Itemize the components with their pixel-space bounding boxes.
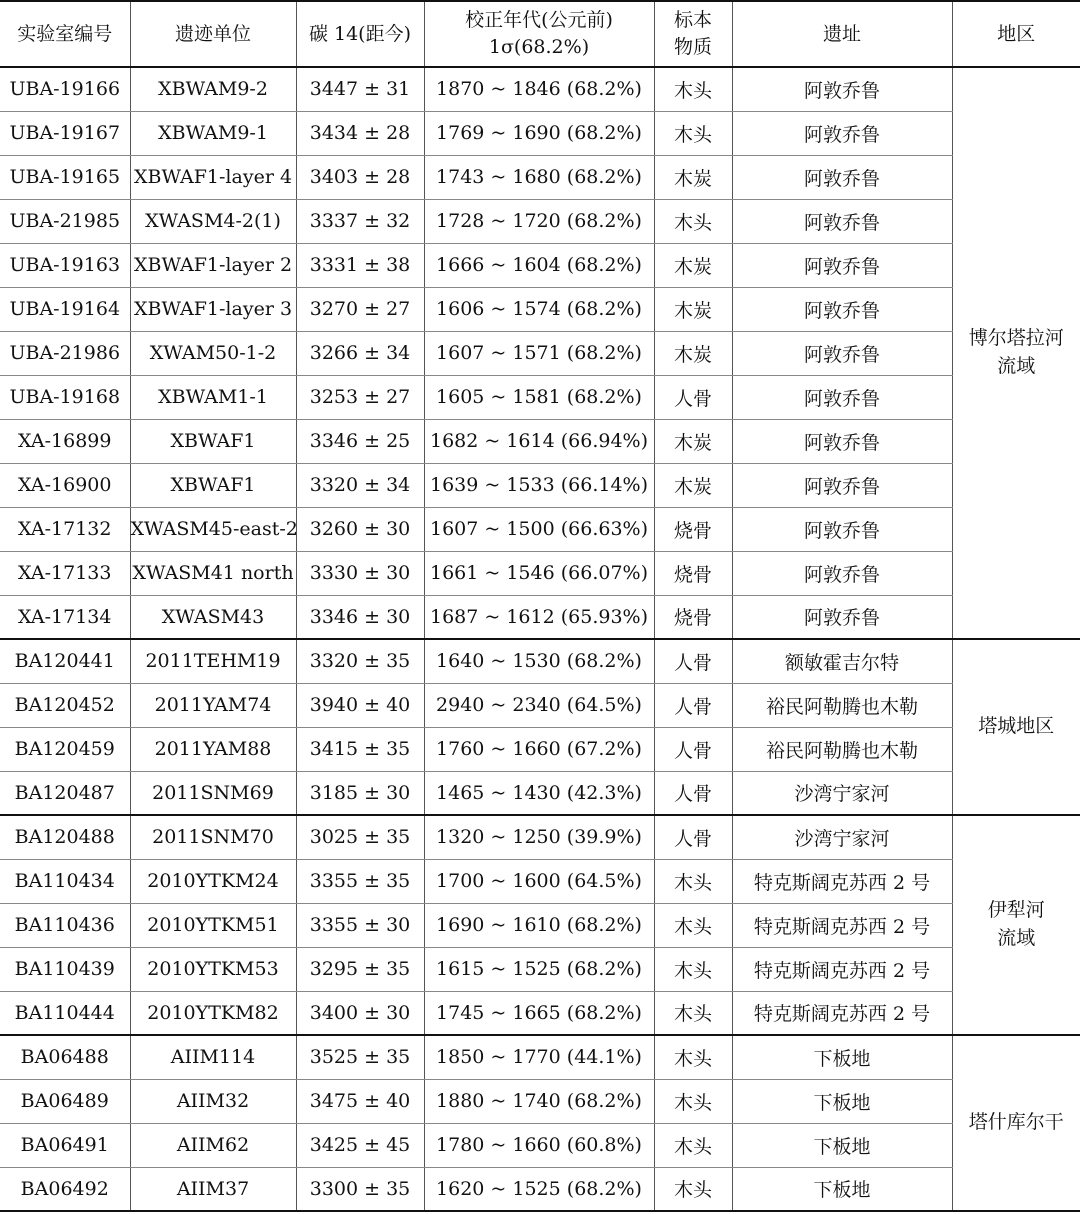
sample-material-cell: 木头 bbox=[654, 1167, 732, 1211]
table-row bbox=[0, 639, 1080, 683]
sample-material-cell: 木炭 bbox=[654, 463, 732, 507]
calibrated-date-cell: 1745 ~ 1665 (68.2%) bbox=[424, 991, 654, 1035]
calibrated-date-cell: 1615 ~ 1525 (68.2%) bbox=[424, 947, 654, 991]
lab-number-cell: UBA-21985 bbox=[0, 199, 130, 243]
feature-unit-cell: 2010YTKM24 bbox=[130, 859, 296, 903]
sample-material-cell: 烧骨 bbox=[654, 595, 732, 639]
header-feature-unit: 遗迹单位 bbox=[130, 1, 296, 67]
region-cell bbox=[952, 815, 1080, 1035]
table-row bbox=[0, 463, 1080, 507]
header-sample-material-line2: 物质 bbox=[673, 36, 712, 58]
feature-unit-cell: 2011SNM69 bbox=[130, 771, 296, 815]
sample-material-cell: 木头 bbox=[654, 947, 732, 991]
calibrated-date-cell: 1850 ~ 1770 (44.1%) bbox=[424, 1035, 654, 1079]
calibrated-date-cell: 1780 ~ 1660 (60.8%) bbox=[424, 1123, 654, 1167]
c14-age-cell: 3475 ± 40 bbox=[296, 1079, 424, 1123]
sample-material-cell: 木炭 bbox=[654, 287, 732, 331]
c14-age-cell: 3025 ± 35 bbox=[296, 815, 424, 859]
table-row bbox=[0, 419, 1080, 463]
calibrated-date-cell: 1700 ~ 1600 (64.5%) bbox=[424, 859, 654, 903]
c14-age-cell: 3940 ± 40 bbox=[296, 683, 424, 727]
table-row bbox=[0, 1079, 1080, 1123]
calibrated-date-cell: 2940 ~ 2340 (64.5%) bbox=[424, 683, 654, 727]
table-row bbox=[0, 111, 1080, 155]
c14-age-cell: 3447 ± 31 bbox=[296, 67, 424, 111]
site-cell: 下板地 bbox=[732, 1167, 952, 1211]
c14-age-cell: 3331 ± 38 bbox=[296, 243, 424, 287]
calibrated-date-cell: 1320 ~ 1250 (39.9%) bbox=[424, 815, 654, 859]
calibrated-date-cell: 1760 ~ 1660 (67.2%) bbox=[424, 727, 654, 771]
lab-number-cell: BA110436 bbox=[0, 903, 130, 947]
c14-age-cell: 3425 ± 45 bbox=[296, 1123, 424, 1167]
feature-unit-cell: XBWAF1 bbox=[130, 419, 296, 463]
c14-age-cell: 3260 ± 30 bbox=[296, 507, 424, 551]
feature-unit-cell: XBWAF1-layer 3 bbox=[130, 287, 296, 331]
lab-number-cell: UBA-19165 bbox=[0, 155, 130, 199]
header-sample-material-line1: 标本 bbox=[673, 9, 712, 32]
calibrated-date-cell: 1661 ~ 1546 (66.07%) bbox=[424, 551, 654, 595]
feature-unit-cell: 2011YAM74 bbox=[130, 683, 296, 727]
lab-number-cell: BA120487 bbox=[0, 771, 130, 815]
sample-material-cell: 木炭 bbox=[654, 243, 732, 287]
feature-unit-cell: XWASM41 north bbox=[130, 551, 296, 595]
site-cell: 阿敦乔鲁 bbox=[732, 199, 952, 243]
sample-material-cell: 人骨 bbox=[654, 815, 732, 859]
site-cell: 阿敦乔鲁 bbox=[732, 67, 952, 111]
table-row bbox=[0, 903, 1080, 947]
sample-material-cell: 人骨 bbox=[654, 727, 732, 771]
feature-unit-cell: 2010YTKM53 bbox=[130, 947, 296, 991]
header-c14-bp: 碳 14(距今) bbox=[296, 1, 424, 67]
table-row bbox=[0, 815, 1080, 859]
site-cell: 下板地 bbox=[732, 1123, 952, 1167]
lab-number-cell: UBA-19168 bbox=[0, 375, 130, 419]
calibrated-date-cell: 1606 ~ 1574 (68.2%) bbox=[424, 287, 654, 331]
table-row bbox=[0, 683, 1080, 727]
sample-material-cell: 木头 bbox=[654, 199, 732, 243]
feature-unit-cell: AIIM62 bbox=[130, 1123, 296, 1167]
sample-material-cell: 木头 bbox=[654, 67, 732, 111]
calibrated-date-cell: 1769 ~ 1690 (68.2%) bbox=[424, 111, 654, 155]
header-calibrated-date bbox=[424, 1, 654, 67]
calibrated-date-cell: 1607 ~ 1571 (68.2%) bbox=[424, 331, 654, 375]
table-body bbox=[0, 67, 1080, 1211]
sample-material-cell: 木头 bbox=[654, 1123, 732, 1167]
region-name-line: 伊犁河 bbox=[987, 899, 1045, 922]
lab-number-cell: BA06488 bbox=[0, 1035, 130, 1079]
feature-unit-cell: 2011SNM70 bbox=[130, 815, 296, 859]
region-name-line: 流域 bbox=[997, 355, 1036, 377]
lab-number-cell: BA120459 bbox=[0, 727, 130, 771]
sample-material-cell: 人骨 bbox=[654, 639, 732, 683]
c14-age-cell: 3415 ± 35 bbox=[296, 727, 424, 771]
site-cell: 阿敦乔鲁 bbox=[732, 155, 952, 199]
site-cell: 阿敦乔鲁 bbox=[732, 595, 952, 639]
lab-number-cell: XA-17132 bbox=[0, 507, 130, 551]
lab-number-cell: BA06492 bbox=[0, 1167, 130, 1211]
calibrated-date-cell: 1620 ~ 1525 (68.2%) bbox=[424, 1167, 654, 1211]
site-cell: 下板地 bbox=[732, 1035, 952, 1079]
site-cell: 沙湾宁家河 bbox=[732, 771, 952, 815]
lab-number-cell: XA-16900 bbox=[0, 463, 130, 507]
site-cell: 阿敦乔鲁 bbox=[732, 507, 952, 551]
feature-unit-cell: 2010YTKM82 bbox=[130, 991, 296, 1035]
feature-unit-cell: XWASM4-2(1) bbox=[130, 199, 296, 243]
table-row bbox=[0, 67, 1080, 111]
table-row bbox=[0, 507, 1080, 551]
sample-material-cell: 木头 bbox=[654, 111, 732, 155]
feature-unit-cell: XWASM43 bbox=[130, 595, 296, 639]
feature-unit-cell: XBWAF1 bbox=[130, 463, 296, 507]
site-cell: 阿敦乔鲁 bbox=[732, 419, 952, 463]
sample-material-cell: 木炭 bbox=[654, 419, 732, 463]
lab-number-cell: UBA-19167 bbox=[0, 111, 130, 155]
calibrated-date-cell: 1465 ~ 1430 (42.3%) bbox=[424, 771, 654, 815]
calibrated-date-cell: 1639 ~ 1533 (66.14%) bbox=[424, 463, 654, 507]
c14-age-cell: 3355 ± 35 bbox=[296, 859, 424, 903]
lab-number-cell: BA120441 bbox=[0, 639, 130, 683]
table-row bbox=[0, 155, 1080, 199]
table-row bbox=[0, 771, 1080, 815]
c14-age-cell: 3355 ± 30 bbox=[296, 903, 424, 947]
table-row bbox=[0, 1035, 1080, 1079]
lab-number-cell: UBA-21986 bbox=[0, 331, 130, 375]
calibrated-date-cell: 1743 ~ 1680 (68.2%) bbox=[424, 155, 654, 199]
calibrated-date-cell: 1870 ~ 1846 (68.2%) bbox=[424, 67, 654, 111]
site-cell: 阿敦乔鲁 bbox=[732, 287, 952, 331]
header-lab-number: 实验室编号 bbox=[0, 1, 130, 67]
table-row bbox=[0, 991, 1080, 1035]
lab-number-cell: XA-17134 bbox=[0, 595, 130, 639]
calibrated-date-cell: 1690 ~ 1610 (68.2%) bbox=[424, 903, 654, 947]
header-sample-material bbox=[654, 1, 732, 67]
calibrated-date-cell: 1640 ~ 1530 (68.2%) bbox=[424, 639, 654, 683]
sample-material-cell: 木头 bbox=[654, 859, 732, 903]
c14-age-cell: 3346 ± 30 bbox=[296, 595, 424, 639]
feature-unit-cell: 2011TEHM19 bbox=[130, 639, 296, 683]
site-cell: 沙湾宁家河 bbox=[732, 815, 952, 859]
feature-unit-cell: XWAM50-1-2 bbox=[130, 331, 296, 375]
sample-material-cell: 人骨 bbox=[654, 683, 732, 727]
lab-number-cell: UBA-19164 bbox=[0, 287, 130, 331]
site-cell: 阿敦乔鲁 bbox=[732, 331, 952, 375]
header-region: 地区 bbox=[952, 1, 1080, 67]
sample-material-cell: 木头 bbox=[654, 1079, 732, 1123]
site-cell: 特克斯阔克苏西 2 号 bbox=[732, 991, 952, 1035]
lab-number-cell: BA06489 bbox=[0, 1079, 130, 1123]
table-row bbox=[0, 1167, 1080, 1211]
lab-number-cell: BA120488 bbox=[0, 815, 130, 859]
table-row bbox=[0, 947, 1080, 991]
table-row bbox=[0, 199, 1080, 243]
site-cell: 特克斯阔克苏西 2 号 bbox=[732, 947, 952, 991]
c14-age-cell: 3403 ± 28 bbox=[296, 155, 424, 199]
site-cell: 阿敦乔鲁 bbox=[732, 551, 952, 595]
sample-material-cell: 木头 bbox=[654, 903, 732, 947]
feature-unit-cell: XBWAM1-1 bbox=[130, 375, 296, 419]
sample-material-cell: 木头 bbox=[654, 991, 732, 1035]
c14-age-cell: 3337 ± 32 bbox=[296, 199, 424, 243]
c14-age-cell: 3330 ± 30 bbox=[296, 551, 424, 595]
sample-material-cell: 木头 bbox=[654, 1035, 732, 1079]
c14-age-cell: 3300 ± 35 bbox=[296, 1167, 424, 1211]
table-row bbox=[0, 595, 1080, 639]
site-cell: 特克斯阔克苏西 2 号 bbox=[732, 903, 952, 947]
c14-age-cell: 3185 ± 30 bbox=[296, 771, 424, 815]
c14-age-cell: 3270 ± 27 bbox=[296, 287, 424, 331]
table-row bbox=[0, 727, 1080, 771]
sample-material-cell: 人骨 bbox=[654, 771, 732, 815]
c14-age-cell: 3346 ± 25 bbox=[296, 419, 424, 463]
c14-age-cell: 3320 ± 35 bbox=[296, 639, 424, 683]
site-cell: 阿敦乔鲁 bbox=[732, 243, 952, 287]
lab-number-cell: BA06491 bbox=[0, 1123, 130, 1167]
sample-material-cell: 木炭 bbox=[654, 331, 732, 375]
sample-material-cell: 烧骨 bbox=[654, 551, 732, 595]
table-row bbox=[0, 859, 1080, 903]
feature-unit-cell: XBWAF1-layer 4 bbox=[130, 155, 296, 199]
region-name-line: 流域 bbox=[997, 927, 1036, 949]
site-cell: 阿敦乔鲁 bbox=[732, 375, 952, 419]
c14-age-cell: 3525 ± 35 bbox=[296, 1035, 424, 1079]
header-calibrated-date-line1: 校正年代(公元前) bbox=[465, 9, 613, 32]
region-cell bbox=[952, 639, 1080, 815]
feature-unit-cell: AIIM37 bbox=[130, 1167, 296, 1211]
region-name-line: 塔城地区 bbox=[978, 715, 1055, 738]
table-row bbox=[0, 287, 1080, 331]
lab-number-cell: BA110434 bbox=[0, 859, 130, 903]
feature-unit-cell: XBWAM9-2 bbox=[130, 67, 296, 111]
region-name-line: 博尔塔拉河 bbox=[968, 327, 1064, 350]
header-site: 遗址 bbox=[732, 1, 952, 67]
calibrated-date-cell: 1687 ~ 1612 (65.93%) bbox=[424, 595, 654, 639]
lab-number-cell: XA-17133 bbox=[0, 551, 130, 595]
region-cell bbox=[952, 67, 1080, 639]
c14-age-cell: 3295 ± 35 bbox=[296, 947, 424, 991]
lab-number-cell: BA120452 bbox=[0, 683, 130, 727]
sample-material-cell: 木炭 bbox=[654, 155, 732, 199]
site-cell: 裕民阿勒腾也木勒 bbox=[732, 683, 952, 727]
feature-unit-cell: 2011YAM88 bbox=[130, 727, 296, 771]
calibrated-date-cell: 1880 ~ 1740 (68.2%) bbox=[424, 1079, 654, 1123]
table-row bbox=[0, 243, 1080, 287]
sample-material-cell: 烧骨 bbox=[654, 507, 732, 551]
lab-number-cell: BA110439 bbox=[0, 947, 130, 991]
table-row bbox=[0, 1123, 1080, 1167]
site-cell: 下板地 bbox=[732, 1079, 952, 1123]
calibrated-date-cell: 1666 ~ 1604 (68.2%) bbox=[424, 243, 654, 287]
lab-number-cell: UBA-19163 bbox=[0, 243, 130, 287]
site-cell: 特克斯阔克苏西 2 号 bbox=[732, 859, 952, 903]
header-calibrated-date-line2: 1σ(68.2%) bbox=[488, 36, 590, 58]
table-row bbox=[0, 375, 1080, 419]
calibrated-date-cell: 1682 ~ 1614 (66.94%) bbox=[424, 419, 654, 463]
feature-unit-cell: XBWAF1-layer 2 bbox=[130, 243, 296, 287]
site-cell: 额敏霍吉尔特 bbox=[732, 639, 952, 683]
c14-age-cell: 3266 ± 34 bbox=[296, 331, 424, 375]
lab-number-cell: XA-16899 bbox=[0, 419, 130, 463]
c14-age-cell: 3320 ± 34 bbox=[296, 463, 424, 507]
feature-unit-cell: AIIM32 bbox=[130, 1079, 296, 1123]
site-cell: 阿敦乔鲁 bbox=[732, 463, 952, 507]
feature-unit-cell: XBWAM9-1 bbox=[130, 111, 296, 155]
lab-number-cell: UBA-19166 bbox=[0, 67, 130, 111]
header-row bbox=[0, 1, 1080, 67]
region-name-line: 塔什库尔干 bbox=[968, 1111, 1064, 1134]
table-row bbox=[0, 331, 1080, 375]
region-cell bbox=[952, 1035, 1080, 1211]
feature-unit-cell: AIIM114 bbox=[130, 1035, 296, 1079]
sample-material-cell: 人骨 bbox=[654, 375, 732, 419]
lab-number-cell: BA110444 bbox=[0, 991, 130, 1035]
c14-age-cell: 3400 ± 30 bbox=[296, 991, 424, 1035]
c14-age-cell: 3253 ± 27 bbox=[296, 375, 424, 419]
calibrated-date-cell: 1605 ~ 1581 (68.2%) bbox=[424, 375, 654, 419]
feature-unit-cell: XWASM45-east-2 bbox=[130, 507, 296, 551]
calibrated-date-cell: 1728 ~ 1720 (68.2%) bbox=[424, 199, 654, 243]
c14-age-cell: 3434 ± 28 bbox=[296, 111, 424, 155]
feature-unit-cell: 2010YTKM51 bbox=[130, 903, 296, 947]
site-cell: 裕民阿勒腾也木勒 bbox=[732, 727, 952, 771]
calibrated-date-cell: 1607 ~ 1500 (66.63%) bbox=[424, 507, 654, 551]
site-cell: 阿敦乔鲁 bbox=[732, 111, 952, 155]
table-row bbox=[0, 551, 1080, 595]
